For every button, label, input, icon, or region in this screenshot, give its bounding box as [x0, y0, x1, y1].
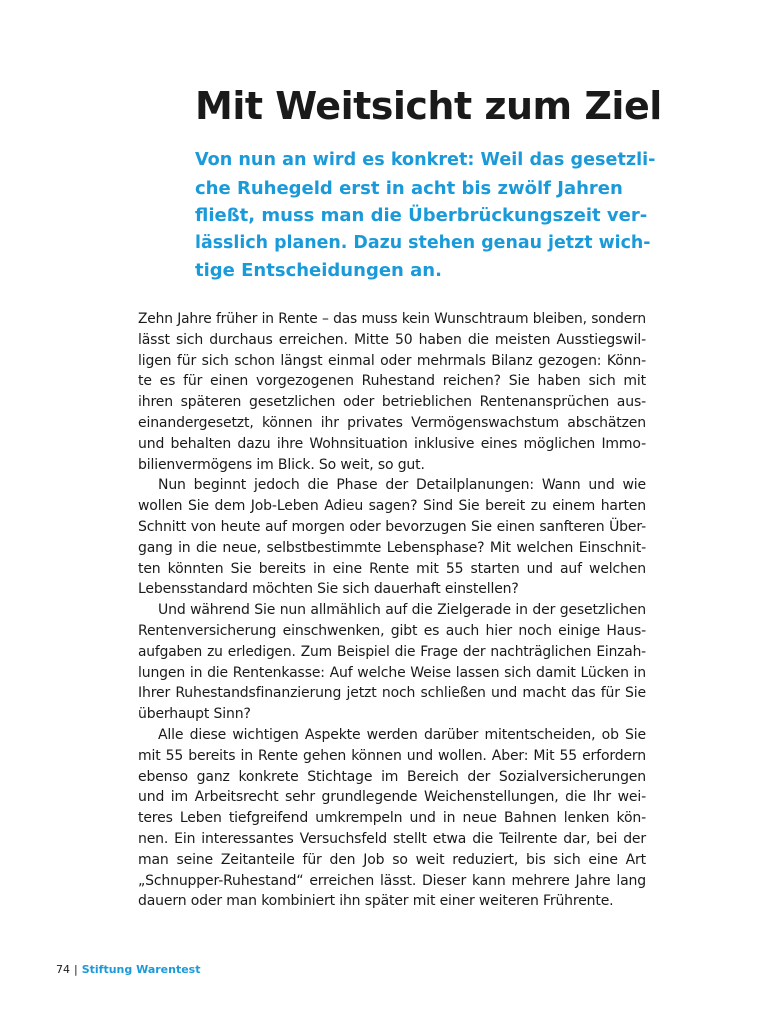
body-line: und behalten dazu ihre Wohnsituation inklusive eines möglichen Immo-: [138, 435, 646, 452]
lead-line: fließt, muss man die Überbrückungszeit ver-: [195, 205, 648, 226]
body-line: nen. Ein interessantes Versuchsfeld stellt etwa die Teilrente dar, bei der: [138, 830, 646, 847]
lead-line: lässlich planen. Dazu stehen genau jetzt wich-: [195, 232, 651, 253]
body-line: wollen Sie dem Job-Leben Adieu sagen? Sind Sie bereit zu einem harten: [138, 498, 646, 515]
body-line: bilienvermögens im Blick. So weit, so gut.: [138, 456, 425, 473]
body-line: Schnitt von heute auf morgen oder bevorzugen Sie einen sanfteren Über-: [138, 518, 646, 535]
footer-separator: |: [74, 963, 78, 976]
page-footer: [56, 962, 200, 978]
page-number: 74: [56, 963, 70, 976]
body-line: man seine Zeitanteile für den Job so weit reduziert, bis sich eine Art: [138, 851, 646, 868]
body-line: Zehn Jahre früher in Rente – das muss kein Wunschtraum bleiben, sondern: [138, 311, 646, 327]
lead-line: Von nun an wird es konkret: Weil das gesetzli-: [195, 150, 656, 170]
body-line: einandergesetzt, können ihr privates Vermögenswachstum abschätzen: [138, 414, 646, 431]
body-line: te es für einen vorgezogenen Ruhestand reichen? Sie haben sich mit: [138, 373, 646, 390]
body-line: dauern oder man kombiniert ihn später mit einer weiteren Frührente.: [138, 893, 614, 910]
body-line: „Schnupper-Ruhestand“ erreichen lässt. Dieser kann mehrere Jahre lang: [138, 872, 646, 889]
body-line: ihren späteren gesetzlichen oder betrieblichen Rentenansprüchen aus-: [138, 394, 646, 411]
body-line: aufgaben zu erledigen. Zum Beispiel die Frage der nachträglichen Einzah-: [138, 643, 646, 660]
body-line: Alle diese wichtigen Aspekte werden darüber mitentscheiden, ob Sie: [158, 726, 646, 743]
body-line: Lebensstandard möchten Sie sich dauerhaft einstellen?: [138, 581, 519, 598]
body-line: ebenso ganz konkrete Stichtage im Bereich der Sozialversicherungen: [138, 768, 646, 785]
publisher-name: Stiftung Warentest: [81, 963, 201, 976]
body-line: lungen in die Rentenkasse: Auf welche Weise lassen sich damit Lücken in: [138, 664, 646, 681]
page-title: Mit Weitsicht zum Ziel: [195, 84, 662, 128]
body-text: [138, 309, 646, 912]
body-line: ligen für sich schon längst einmal oder mehrmals Bilanz gezogen: Könn-: [138, 352, 646, 369]
body-line: überhaupt Sinn?: [138, 706, 251, 723]
body-line: lässt sich durchaus erreichen. Mitte 50 haben die meisten Ausstiegswil-: [138, 331, 646, 348]
body-line: mit 55 bereits in Rente gehen können und wollen. Aber: Mit 55 erfordern: [138, 747, 646, 764]
body-line: teres Leben tiefgreifend umkrempeln und in neue Bahnen lenken kön-: [138, 810, 646, 827]
body-line: Und während Sie nun allmählich auf die Zielgerade in der gesetzlichen: [158, 602, 646, 619]
body-line: Rentenversicherung einschwenken, gibt es auch hier noch einige Haus-: [138, 622, 646, 639]
body-line: Ihrer Ruhestandsfinanzierung jetzt noch schließen und macht das für Sie: [138, 685, 646, 702]
lead-line: tige Entscheidungen an.: [195, 260, 442, 281]
body-line: Nun beginnt jedoch die Phase der Detailplanungen: Wann und wie: [158, 477, 646, 494]
body-line: und im Arbeitsrecht sehr grundlegende Weichenstellungen, die Ihr wei-: [138, 789, 646, 806]
lead-line: che Ruhegeld erst in acht bis zwölf Jahren: [195, 177, 623, 199]
lead-paragraph: [195, 147, 655, 285]
body-line: gang in die neue, selbstbestimmte Lebensphase? Mit welchen Einschnit-: [138, 539, 646, 556]
body-line: ten könnten Sie bereits in eine Rente mit 55 starten und auf welchen: [138, 560, 646, 577]
